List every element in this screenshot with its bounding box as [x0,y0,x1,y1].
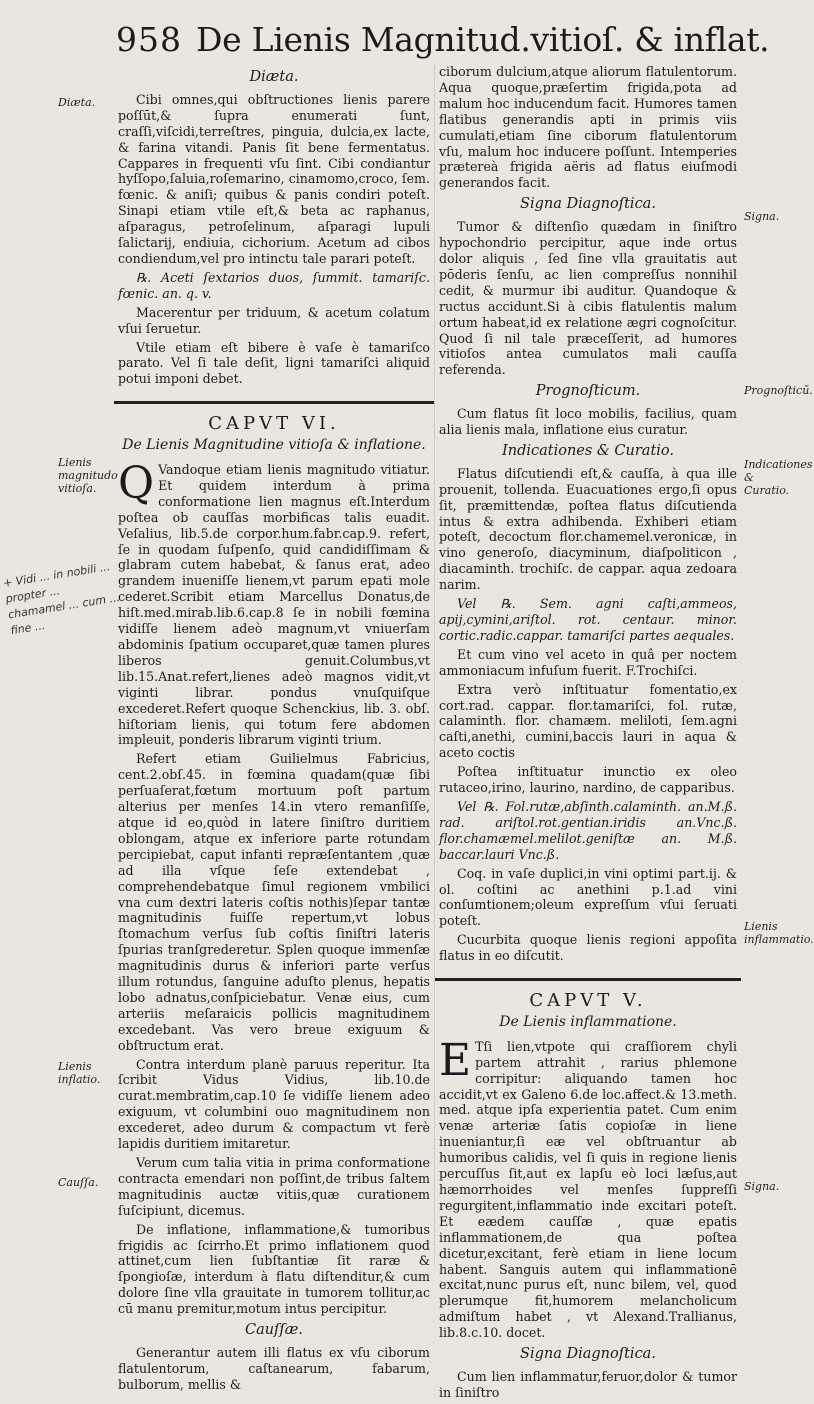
drop-cap: E [439,1034,472,1086]
margin-note-diaeta: Diæta. [58,96,96,109]
paragraph: Verum cum talia vitia in prima conformatione contracta emendari non poſſint,de tribus ſaltem magnitudinis auctæ vitiis,quæ curationem ſuſcipiunt, dicemus. [118,1155,430,1218]
paragraph: Cibi omnes,qui obſtructiones lienis parere poſſūt,& ſupra enumerati ſunt, craſſi,viſcidi,terreſtres, pinguia, dulcia,ex lacte, & farina vitandi. Panis ſit bene fermentatus. Cappares in frequenti vſu ſint. Cibi condiantur hyſſopo,ſaluia,roſemarino, cinamomo,croco, ſem. fœnic. & aniſi; quibus & panis condiri poteſt. Sinapi etiam vtile eſt,& beta ac raphanus, aſparagus, petroſelinum, aſparagi lupuli ſalictarij, endiuia, cichorium. Acetum ad cibos condiendum,vel pro intinctu tale parari poteſt. [118,91,430,266]
chapter-subtitle: De Lienis Magnitudine vitioſa & inflatione. [122,437,426,454]
paragraph-text: Vandoque etiam lienis magnitudo vitiatur. Et quidem interdum à prima conformatione lien magnus eſt.Interdum poſtea ob cauſſas morbificas talis euadit. Veſalius, lib.5.de corpor.hum.fabr.cap.9. refert, ſe in quodam ſuſpenſo, quid candidiſſimam & glabram cutem habebat, & ſanus erat, adeo grandem inueniſſe lienem,vt parum epati mole cederet.Scribit etiam Marcellus Donatus,de hiſt.med.mirab.lib.6.cap.8 ſe in nobili fœmina vidiſſe lienem adeò magnum,vt vniuerſam abdominis ſpatium occuparet,quæ tamen plures liberos genuit.Columbus,vt lib.15.Anat.refert,lienes adeò magnos vidit,vt viginti librar. pondus vnuſquiſque excederet.Refert quoque Schenckius, lib. 3. obſ. hiſtoriam lienis, qui totum fere abdomen impleuit, ponderis librarum viginti trium. [118,462,430,748]
paragraph: Tumor & diſtenſio quædam in ſiniſtro hypochondrio percipitur, aque inde ortus dolor aliquis , ſed ſine vlla grauitatis aut pōderis ſenſu, ac lien compreſſus nonnihil cedit, & murmur ibi auditur. Quandoque & ructus accidunt.Si à cibis flatulentis malum ortum habeat,id ex relatione ægri cognoſcitur. Quod ſi nil tale præceſſerit, ad humores vitioſos antea cumulatos mali cauſſa referenda. [439,219,737,378]
paragraph-text: Tſi lien,vtpote qui craſſiorem chyli partem attrahit , rarius phlemone corripitur: aliquando tamen hoc accidit,vt ex Galeno 6.de loc.affect.& 13.meth. med. atque ipſa experientia patet. Cum enim venæ arteriæ ſatis copioſæ in liene inueniantur,ſi eæ vel obſtruantur ab humoribus calidis, vel ſi quis in regione lienis percuſſus ſit,aut ex lapſu eò loci læſus,aut hæmorrhoides vel menſes ſuppreſſi regurgitent,inflammatio inde excitari poteſt. Et eædem cauſſæ , quæ epatis inflammationem,de qua poſtea dicetur,excitant, ferè etiam in liene locum habent. Sanguis autem qui inflammationē excitat,nunc purus eſt, nunc bilem, vel, quod plerumque fit,humorem melancholicum admiſtum habet , vt Alexand.Trallianus, lib.8.c.10. docet. [439,1038,737,1341]
paragraph: Refert etiam Guilielmus Fabricius, cent.2.obſ.45. in fœmina quadam(quæ ſibi perſuaſerat,fœtum mortuum poſt partum alterius per menſes 14.in vtero remanſiſſe, atque id eo,quòd in latere ſiniſtro duritiem oblongam, atque ex inferiore parte rotundam percipiebat, caput infanti repræſentantem ,quæ ad illa vſque ſeſe extendebat , comprehendebatque ſimul regionem vmbilici vna cum dextri lateris coſtis nothis)ſepar tantæ magnitudinis fuiſſe repertum,vt lobus ſtomachum verſus ſub coſtis ſiniſtri lateris ſpurias tranſgrederetur. Splen quoque immenſæ magnitudinis durus & inferiori parte verſus illum rotundus, ſanguine aduſto plenus, hepatis lobo adnatus,conſpiciebatur. Venæ eius, cum arteriis meſaraicis pollicis magnitudinem excedebant. Vas vero breue exiguum & obſtructum erat. [118,751,430,1053]
left-column [118,64,430,1396]
paragraph: De inflatione, inflammatione,& tumoribus frigidis ac ſcirrho.Et primo inflationem quod attinet,cum lien ſubſtantiæ ſit raræ & ſpongioſæ, interdum à flatu diſtenditur,& cum dolore ſine vlla grauitate in tumorem tollitur,ac cū manu premitur,motum intus percipitur. [118,1221,430,1317]
recipe-line: Vel ℞. Sem. agni caſti,ammeos, apij,cymini,ariſtol. rot. centaur. minor. cortic.radic.cappar. tamariſci partes aequales. [439,596,737,643]
margin-note-lienis-inflammatio: Lienis inflammatio. [744,920,814,946]
right-column [439,64,737,1404]
paragraph: Coq. in vaſe duplici,in vini optimi part.ij. & ol. coſtini ac anethini p.1.ad vini conſumtionem;oleum expreſſum vſui ſeruati poteſt. [439,865,737,929]
paragraph: Macerentur per triduum, & acetum colatum vſui ſeruetur. [118,304,430,336]
paragraph: Poſtea inſtituatur inunctio ex oleo rutaceo,irino, laurino, nardino, de capparibus. [439,764,737,796]
margin-note-indicationes: Indicationes & Curatio. [744,458,813,497]
running-header [0,14,800,62]
paragraph: Vtile etiam eſt bibere è vaſe è tamariſco parato. Vel ſi tale deſit, ligni tamariſci aliquid potui imponi debet. [118,339,430,387]
section-title-indicationes: Indicationes & Curatio. [502,442,674,459]
recipe-line: Vel ℞. Fol.rutæ,abſinth.calaminth. an.M.ß. rad. ariſtol.rot.gentian.iridis an.Vnc.ß. flor.chamæmel.melilot.geniſtæ an. M.ß. baccar.lauri Vnc.ß. [439,798,737,862]
paragraph: Cum lien inflammatur,feruor,dolor & tumor in ſiniſtro [439,1368,737,1400]
paragraph-initial [439,1034,737,1341]
handwritten-annotation: + Vidi ... in nobili ... propter ... chamamel ... cum ... fine ... [2,560,121,638]
chapter-title: CAPVT V. [529,990,647,1012]
chapter-rule [435,978,741,981]
section-title-caussae: Cauſſæ. [244,1322,304,1339]
margin-note-lienis-magnitudo: Lienis magnitudo vitioſa. [58,456,118,495]
paragraph: Extra verò inſtituatur fomentatio,ex cort.rad. cappar. flor.tamariſci, fol. rutæ, calaminth. flor. chamæm. meliloti, ſem.agni caſti,anethi, cumini,baccis lauri in aqua & aceto coctis [439,681,737,761]
drop-cap: Q [118,458,155,510]
running-title: De Lienis Magnitud.vitioſ. & inflat. [196,20,770,59]
paragraph: Cum flatus ſit loco mobilis, facilius, quam alia lienis mala, inflatione eius curatur. [439,406,737,438]
paragraph: Generantur autem illi flatus ex vſu ciborum flatulentorum, caſtanearum, fabarum, bulborum, mellis & [118,1344,430,1392]
chapter-rule [114,401,434,404]
section-title-signa-2: Signa Diagnoſtica. [520,1346,656,1363]
margin-note-caussa: Cauſſa. [58,1176,99,1189]
chapter-title: CAPVT VI. [208,413,340,435]
margin-note-signa-2: Signa. [744,1180,780,1193]
margin-note-lienis-inflatio: Lienis inflatio. [58,1060,101,1086]
column-gutter [434,64,435,1264]
paragraph: Et cum vino vel aceto in quâ per noctem ammoniacum infuſum fuerit. F.Trochiſci. [439,646,737,678]
section-title-signa: Signa Diagnoſtica. [520,196,656,213]
paragraph: Cucurbita quoque lienis regioni appoſita flatus in eo diſcutit. [439,932,737,964]
section-title-prognosticum: Prognoſticum. [535,383,641,400]
chapter-subtitle: De Lienis inflammatione. [499,1013,677,1030]
paragraph: Contra interdum planè paruus reperitur. Ita ſcribit Vidus Vidius, lib.10.de curat.membratim,cap.10 ſe vidiſſe lienem adeo exiguum, vt columbini ouo magnitudinem non excederet, adeo durum & compactum vt ferè lapidis duritiem imitaretur. [118,1056,430,1152]
margin-note-prognosticum: Prognoſticũ. [744,384,813,397]
page-number: 958 [116,20,182,59]
margin-note-signa: Signa. [744,210,780,223]
recipe-line: ℞. Aceti ſextarios duos, ſummit. tamariſc. fœnic. an. q. v. [118,269,430,301]
paragraph: Flatus diſcutiendi eſt,& cauſſa, à qua ille prouenit, tollenda. Euacuationes ergo,ſi opus ſit, præmittendæ, poſtea flatus diſcutienda intus & extra adhibenda. Exhiberi etiam poteſt, decoctum flor.chamemel.veronicæ, in vino generoſo, diacyminum, diaſpoliticon , diacaminth. trochiſc. de cappar. aqua zedoara narim. [439,465,737,593]
paragraph-initial [118,458,430,748]
section-title-diaeta: Diæta. [249,69,299,85]
paragraph: ciborum dulcium,atque aliorum flatulentorum. Aqua quoque,præſertim frigida,pota ad malum hoc inducendum facit. Humores tamen flatibus generandis apti in primis viis cumulati,etiam ſine ciborum flatulentorum vſu, malum hoc inducere poſſunt. Intemperies prætereà frigida aëris ad flatus eiuſmodi generandos facit. [439,64,737,191]
